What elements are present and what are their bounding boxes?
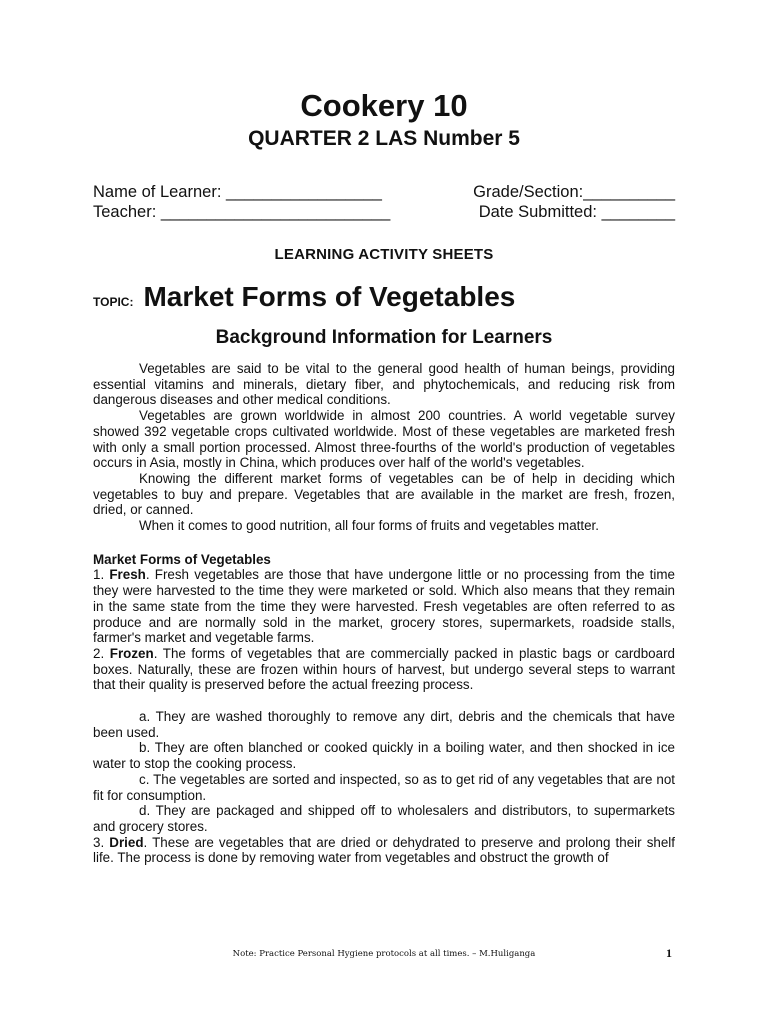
frozen-step: b. They are often blanched or cooked quickly in a boiling water, and then shocked in ice water to stop the cooking process.	[93, 740, 675, 772]
topic-row	[93, 281, 675, 313]
item-number: 2.	[93, 645, 105, 661]
learner-info-fields	[93, 182, 675, 222]
background-heading: Background Information for Learners	[215, 327, 553, 348]
list-item-fresh	[93, 567, 675, 646]
topic-label: TOPIC:	[93, 295, 134, 309]
intro-paragraph: Vegetables are grown worldwide in almost 200 countries. A world vegetable survey showed 392 vegetable crops cultivated worldwide. Most of these vegetables are marketed fresh with only a small portion processed. Almost three-fourths of the world's production of vegetables occurs in Asia, mostly in China, which produces over half of the world's vegetables.	[93, 408, 675, 471]
document-subtitle: QUARTER 2 LAS Number 5	[248, 127, 520, 150]
document-title: Cookery 10	[300, 88, 468, 123]
field-row-learner	[93, 182, 675, 202]
background-body	[93, 361, 675, 866]
list-item-frozen	[93, 646, 675, 693]
topic-title: Market Forms of Vegetables	[143, 281, 516, 312]
document-page	[93, 0, 675, 866]
learner-name-field: Name of Learner: _________________	[93, 183, 382, 201]
frozen-step: c. The vegetables are sorted and inspected, so as to get rid of any vegetables that are not fit for consumption.	[93, 771, 675, 803]
item-label: Dried	[109, 834, 144, 850]
intro-paragraph: When it comes to good nutrition, all four forms of fruits and vegetables matter.	[139, 518, 599, 534]
item-text: . These are vegetables that are dried or dehydrated to preserve and prolong their shelf life. The process is done by removing water from vegetables and obstruct the growth of	[93, 834, 675, 866]
section-heading: Market Forms of Vegetables	[93, 551, 271, 567]
date-submitted-field: Date Submitted: ________	[478, 203, 675, 221]
frozen-step: a. They are washed thoroughly to remove any dirt, debris and the chemicals that have been used.	[93, 709, 675, 740]
field-row-teacher	[93, 202, 675, 222]
teacher-field: Teacher: _________________________	[93, 203, 391, 221]
frozen-step: d. They are packaged and shipped off to wholesalers and distributors, to supermarkets and grocery stores.	[93, 803, 675, 834]
item-text: . Fresh vegetables are those that have undergone little or no processing from the time they were harvested to the time they were marketed or sold. Which also means that they remain in the same state from the time they were harvested. Fresh vegetables are often referred to as produce and are normally sold in the market, grocery stores, supermarkets, roadside stalls, farmer's market and vegetable farms.	[93, 567, 675, 646]
item-label: Fresh	[109, 567, 146, 583]
item-label: Frozen	[109, 645, 154, 661]
item-number: 3.	[93, 834, 105, 850]
intro-paragraph: Knowing the different market forms of vegetables can be of help in deciding which vegetables to buy and prepare. Vegetables that are available in the market are fresh, frozen, dried, or canned.	[93, 470, 675, 518]
item-text: . The forms of vegetables that are commercially packed in plastic bags or cardboard boxes. Naturally, these are frozen within hours of harvest, but undergo several steps to warrant that their quality is preserved before the actual freezing process.	[93, 645, 675, 693]
intro-paragraph: Vegetables are said to be vital to the general good health of human beings, providing essential vitamins and minerals, dietary fiber, and phytochemicals, and reducing risk from dangerous diseases and other medical conditions.	[93, 361, 675, 408]
las-heading: LEARNING ACTIVITY SHEETS	[274, 246, 494, 263]
page-number: 1	[666, 946, 672, 960]
frozen-steps	[93, 709, 675, 835]
item-number: 1.	[93, 567, 105, 583]
list-item-dried	[93, 835, 675, 866]
grade-section-field: Grade/Section:__________	[473, 183, 675, 201]
footer-note: Note: Practice Personal Hygiene protocols at all times. – M.Huliganga	[232, 949, 536, 959]
